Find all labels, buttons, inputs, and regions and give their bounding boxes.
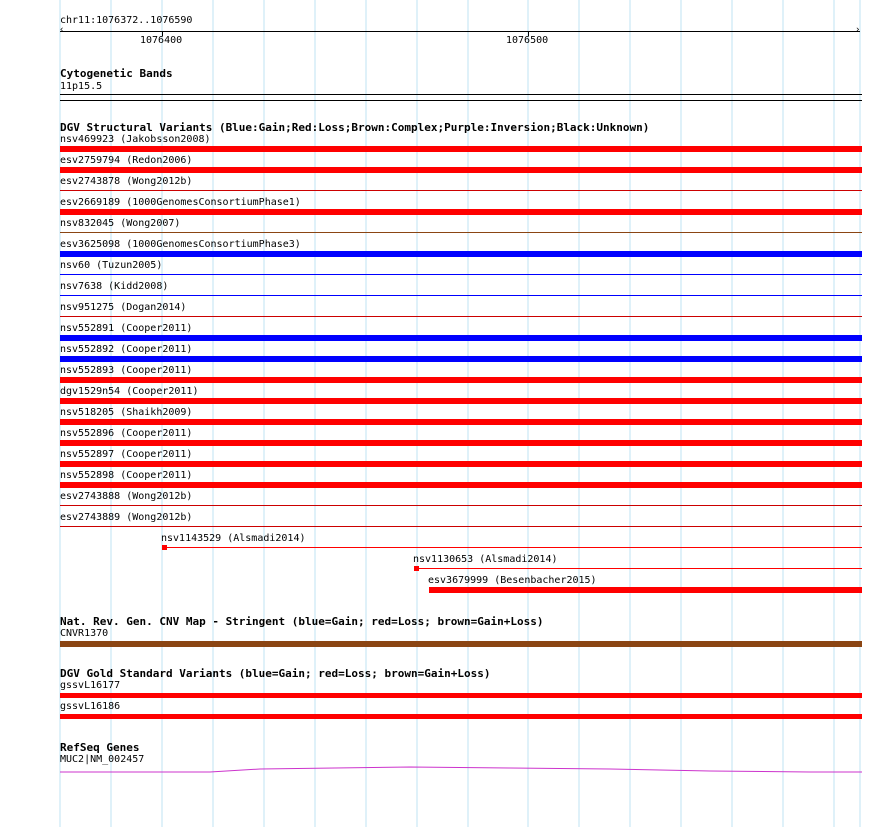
dgv-track-title: DGV Structural Variants (Blue:Gain;Red:Loss;Brown:Complex;Purple:Inversion;Black:Unknown) <box>60 121 650 134</box>
region-label: chr11:1076372..1076590 <box>60 15 193 26</box>
refseq-track-title: RefSeq Genes <box>60 741 140 754</box>
dgv-variant-label[interactable]: nsv552891 (Cooper2011) <box>60 323 193 334</box>
dgv-variant-label[interactable]: esv2669189 (1000GenomesConsortiumPhase1) <box>60 197 301 208</box>
dgv-variant-bar[interactable] <box>60 146 862 152</box>
gold-item-label[interactable]: gssvL16186 <box>60 701 121 712</box>
dgv-variant-label[interactable]: nsv552898 (Cooper2011) <box>60 470 193 481</box>
dgv-variant-bar[interactable] <box>60 316 862 317</box>
dgv-variant-label[interactable]: nsv518205 (Shaikh2009) <box>60 407 193 418</box>
gold-item-label[interactable]: gssvL16177 <box>60 680 121 691</box>
dgv-variant-label[interactable]: nsv552892 (Cooper2011) <box>60 344 193 355</box>
dgv-variant-label[interactable]: nsv552897 (Cooper2011) <box>60 449 193 460</box>
dgv-variant-label[interactable]: nsv1130653 (Alsmadi2014) <box>413 554 558 565</box>
dgv-variant-bar[interactable] <box>60 295 862 296</box>
dgv-variant-bar[interactable] <box>60 398 862 404</box>
gold-track-title: DGV Gold Standard Variants (blue=Gain; red=Loss; brown=Gain+Loss) <box>60 667 491 680</box>
dgv-variant-bar[interactable] <box>60 505 862 506</box>
gold-feature-bar[interactable] <box>60 714 862 719</box>
cytoband-label: 11p15.5 <box>60 81 103 92</box>
dgv-variant-label[interactable]: esv2743889 (Wong2012b) <box>60 512 193 523</box>
dgv-variant-start-box[interactable] <box>162 545 167 550</box>
dgv-variant-label[interactable]: nsv552893 (Cooper2011) <box>60 365 193 376</box>
dgv-variant-label[interactable]: esv2759794 (Redon2006) <box>60 155 193 166</box>
dgv-variant-label[interactable]: esv3679999 (Besenbacher2015) <box>428 575 597 586</box>
cytoband-line <box>60 100 862 101</box>
gold-feature-bar[interactable] <box>60 693 862 698</box>
ruler-tick-label: 1076400 <box>140 35 183 46</box>
cytoband-track-title: Cytogenetic Bands <box>60 67 173 80</box>
gene-intron-line[interactable] <box>60 767 862 772</box>
cnvmap-item-label[interactable]: CNVR1370 <box>60 628 109 639</box>
dgv-variant-label[interactable]: nsv832045 (Wong2007) <box>60 218 181 229</box>
dgv-variant-label[interactable]: esv2743888 (Wong2012b) <box>60 491 193 502</box>
dgv-variant-bar[interactable] <box>60 482 862 488</box>
dgv-variant-bar[interactable] <box>429 587 862 593</box>
dgv-variant-label[interactable]: dgv1529n54 (Cooper2011) <box>60 386 199 397</box>
cytoband-line[interactable] <box>60 94 862 95</box>
ruler-tick-label: 1076500 <box>506 35 549 46</box>
cnvmap-feature-bar[interactable] <box>60 641 862 647</box>
dgv-variant-label[interactable]: nsv60 (Tuzun2005) <box>60 260 163 271</box>
dgv-variant-bar[interactable] <box>60 461 862 467</box>
right-arrow-icon[interactable]: › <box>855 25 861 35</box>
dgv-variant-label[interactable]: nsv7638 (Kidd2008) <box>60 281 169 292</box>
dgv-variant-bar[interactable] <box>60 377 862 383</box>
dgv-variant-bar[interactable] <box>60 440 862 446</box>
dgv-variant-label[interactable]: esv2743878 (Wong2012b) <box>60 176 193 187</box>
dgv-variant-bar[interactable] <box>60 419 862 425</box>
dgv-variant-bar[interactable] <box>60 209 862 215</box>
refseq-gene-label[interactable]: MUC2|NM_002457 <box>60 754 145 765</box>
dgv-variant-label[interactable]: nsv469923 (Jakobsson2008) <box>60 134 211 145</box>
dgv-variant-label[interactable]: esv3625098 (1000GenomesConsortiumPhase3) <box>60 239 301 250</box>
refseq-gene-model[interactable] <box>0 762 890 782</box>
dgv-variant-bar[interactable] <box>414 568 862 569</box>
dgv-variant-bar[interactable] <box>162 547 862 548</box>
left-arrow-icon[interactable]: ‹ <box>59 25 65 35</box>
dgv-variant-start-box[interactable] <box>414 566 419 571</box>
cnvmap-track-title: Nat. Rev. Gen. CNV Map - Stringent (blue=Gain; red=Loss; brown=Gain+Loss) <box>60 615 544 628</box>
dgv-variant-bar[interactable] <box>60 274 862 275</box>
dgv-variant-bar[interactable] <box>60 251 862 257</box>
dgv-variant-label[interactable]: nsv1143529 (Alsmadi2014) <box>161 533 306 544</box>
dgv-variant-bar[interactable] <box>60 335 862 341</box>
dgv-variant-bar[interactable] <box>60 526 862 527</box>
dgv-variant-bar[interactable] <box>60 190 862 191</box>
dgv-variant-label[interactable]: nsv951275 (Dogan2014) <box>60 302 187 313</box>
dgv-variant-bar[interactable] <box>60 356 862 362</box>
ruler-axis[interactable] <box>60 31 860 32</box>
dgv-variant-label[interactable]: nsv552896 (Cooper2011) <box>60 428 193 439</box>
dgv-variant-bar[interactable] <box>60 167 862 173</box>
dgv-variant-bar[interactable] <box>60 232 862 233</box>
